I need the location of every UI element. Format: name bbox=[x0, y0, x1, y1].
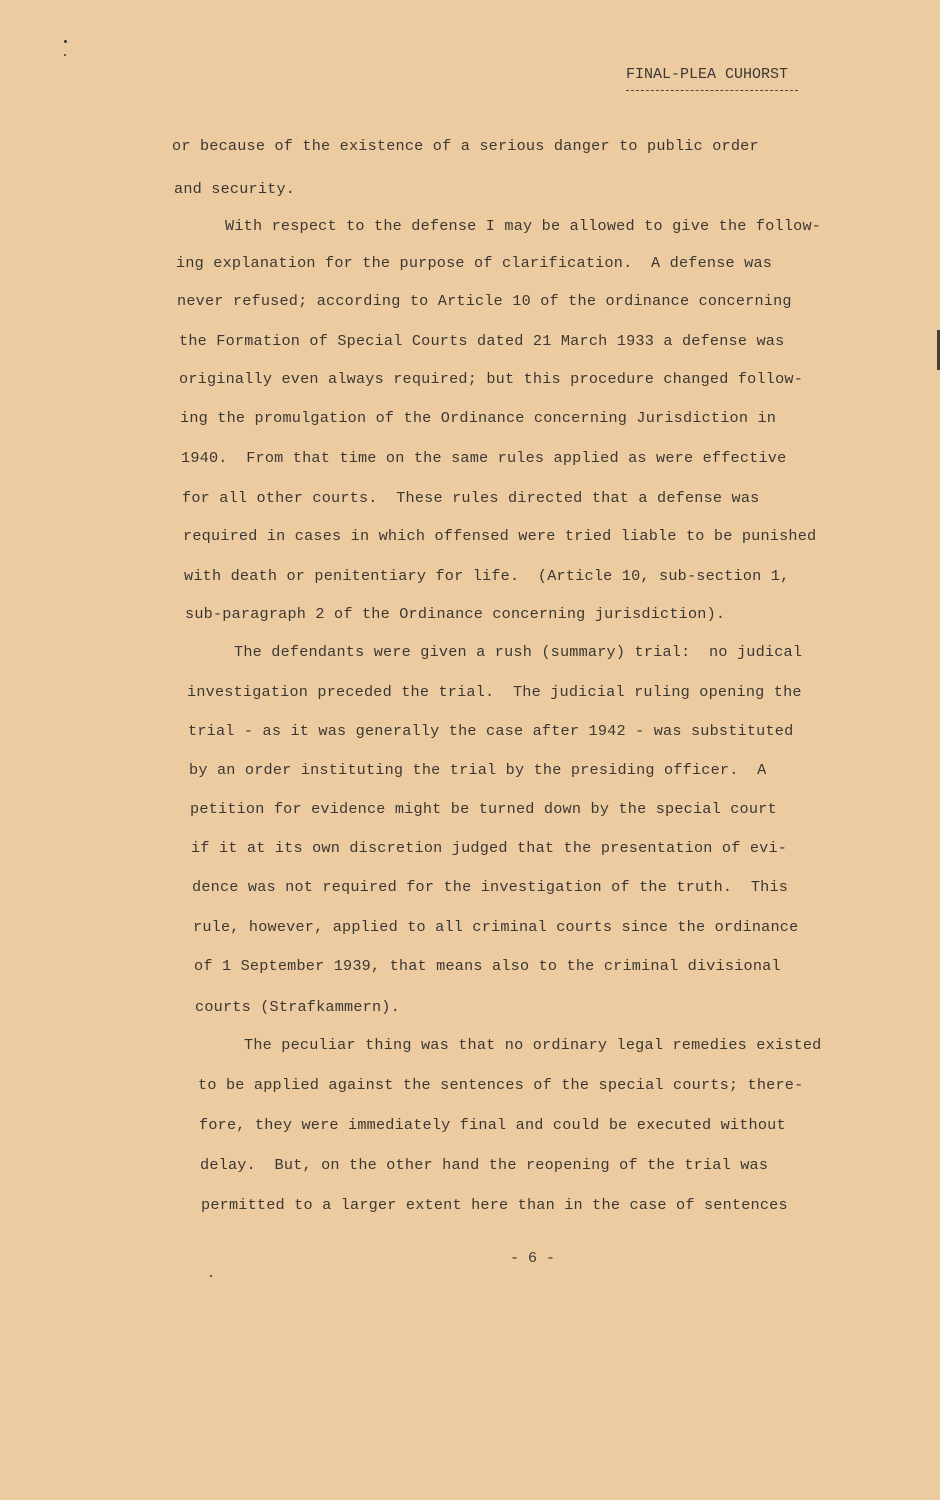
paper-speck bbox=[64, 40, 67, 43]
text-line: The peculiar thing was that no ordinary legal remedies existed bbox=[244, 1036, 822, 1054]
text-line: with death or penitentiary for life. (Article 10, sub-section 1, bbox=[184, 567, 790, 585]
text-line: originally even always required; but this procedure changed follow- bbox=[179, 370, 804, 388]
text-line: or because of the existence of a serious danger to public order bbox=[172, 137, 759, 155]
text-line: fore, they were immediately final and could be executed without bbox=[199, 1116, 786, 1134]
text-line: petition for evidence might be turned down by the special court bbox=[190, 800, 777, 818]
text-line: to be applied against the sentences of the special courts; there- bbox=[198, 1076, 804, 1094]
text-line: investigation preceded the trial. The judicial ruling opening the bbox=[187, 683, 802, 701]
text-line: trial - as it was generally the case after 1942 - was substituted bbox=[188, 722, 794, 740]
header-underline bbox=[626, 90, 798, 91]
text-line: ing the promulgation of the Ordinance concerning Jurisdiction in bbox=[180, 409, 777, 427]
text-line: by an order instituting the trial by the presiding officer. A bbox=[189, 761, 767, 779]
text-line: of 1 September 1939, that means also to the criminal divisional bbox=[194, 957, 781, 975]
text-line: 1940. From that time on the same rules applied as were effective bbox=[181, 449, 787, 467]
text-line: courts (Strafkammern). bbox=[195, 998, 400, 1016]
text-line: permitted to a larger extent here than in the case of sentences bbox=[201, 1196, 788, 1214]
text-line: delay. But, on the other hand the reopening of the trial was bbox=[200, 1156, 769, 1174]
text-line: rule, however, applied to all criminal courts since the ordinance bbox=[193, 918, 799, 936]
text-line: sub-paragraph 2 of the Ordinance concerning jurisdiction). bbox=[185, 605, 726, 623]
text-line: for all other courts. These rules directed that a defense was bbox=[182, 489, 760, 507]
text-line: required in cases in which offensed were tried liable to be punished bbox=[183, 527, 817, 545]
text-line: With respect to the defense I may be allowed to give the follow- bbox=[225, 217, 822, 235]
text-line: if it at its own discretion judged that the presentation of evi- bbox=[191, 839, 788, 857]
document-header: FINAL-PLEA CUHORST bbox=[626, 66, 789, 83]
text-line: never refused; according to Article 10 of the ordinance concerning bbox=[177, 292, 792, 310]
text-line: and security. bbox=[174, 180, 296, 198]
text-line: the Formation of Special Courts dated 21 March 1933 a defense was bbox=[179, 332, 785, 350]
paper-speck bbox=[210, 1275, 212, 1277]
page-number: - 6 - bbox=[510, 1250, 556, 1267]
paper-speck bbox=[64, 54, 66, 56]
text-line: The defendants were given a rush (summary) trial: no judical bbox=[234, 643, 803, 661]
text-line: ing explanation for the purpose of clarification. A defense was bbox=[176, 254, 773, 272]
text-line: dence was not required for the investigation of the truth. This bbox=[192, 878, 789, 896]
